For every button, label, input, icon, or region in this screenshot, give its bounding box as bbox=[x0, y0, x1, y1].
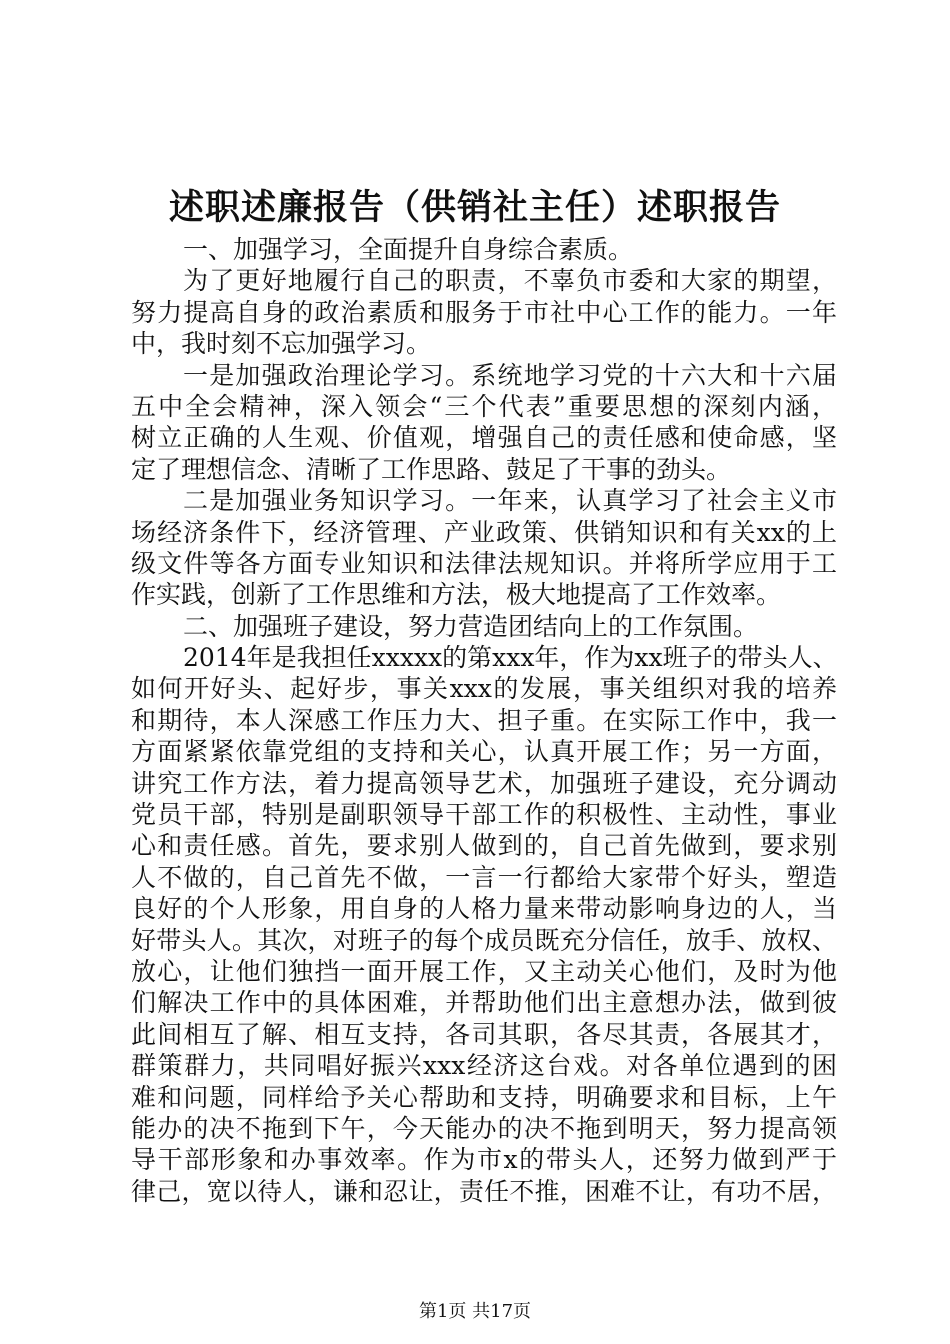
section-heading: 一、加强学习，全面提升自身综合素质。 bbox=[183, 235, 634, 264]
body-line: 们解决工作中的具体困难，并帮助他们出主意想办法，做到彼 bbox=[131, 988, 837, 1018]
page-number-footer: 第1页 共17页 bbox=[418, 1301, 532, 1322]
section-heading: 二、加强班子建设，努力营造团结向上的工作氛围。 bbox=[183, 611, 759, 641]
body-line: 放心，让他们独挡一面开展工作，又主动关心他们，及时为他 bbox=[131, 956, 837, 986]
body-line: 场经济条件下，经济管理、产业政策、供销知识和有关xx的上 bbox=[131, 517, 837, 547]
body-line: 人不做的，自己首先不做，一言一行都给大家带个好头，塑造 bbox=[131, 862, 837, 892]
body-line: 树立正确的人生观、价值观，增强自己的责任感和使命感，坚 bbox=[131, 423, 837, 453]
body-line: 二是加强业务知识学习。一年来，认真学习了社会主义市 bbox=[183, 486, 837, 516]
body-line: 心和责任感。首先，要求别人做到的，自己首先做到，要求别 bbox=[131, 831, 837, 861]
body-line: 一是加强政治理论学习。系统地学习党的十六大和十六届 bbox=[183, 360, 837, 390]
body-line: 努力提高自身的政治素质和服务于市社中心工作的能力。一年 bbox=[131, 297, 837, 327]
body-line: 讲究工作方法，着力提高领导艺术，加强班子建设，充分调动 bbox=[131, 768, 837, 798]
body-line: 五中全会精神，深入领会“三个代表”重要思想的深刻内涵， bbox=[131, 391, 837, 421]
body-line: 中，我时刻不忘加强学习。 bbox=[131, 329, 432, 359]
body-line: 导干部形象和办事效率。作为市x的带头人，还努力做到严于 bbox=[131, 1145, 837, 1175]
body-line: 作实践，创新了工作思维和方法，极大地提高了工作效率。 bbox=[131, 580, 782, 610]
body-line: 能办的决不拖到下午，今天能办的决不拖到明天，努力提高领 bbox=[131, 1113, 837, 1143]
body-line: 好带头人。其次，对班子的每个成员既充分信任，放手、放权、 bbox=[131, 925, 837, 955]
body-line: 此间相互了解、相互支持，各司其职，各尽其责，各展其才， bbox=[131, 1019, 837, 1049]
body-line: 群策群力，共同唱好振兴xxx经济这台戏。对各单位遇到的困 bbox=[131, 1051, 837, 1081]
body-line: 和期待，本人深感工作压力大、担子重。在实际工作中，我一 bbox=[131, 705, 837, 735]
body-line: 律己，宽以待人，谦和忍让，责任不推，困难不让，有功不居， bbox=[131, 1176, 837, 1206]
body-line: 难和问题，同样给予关心帮助和支持，明确要求和目标，上午 bbox=[131, 1082, 837, 1112]
document-title: 述职述廉报告（供销社主任）述职报告 bbox=[168, 187, 781, 228]
body-line: 定了理想信念、清晰了工作思路、鼓足了干事的劲头。 bbox=[131, 454, 732, 484]
body-line: 为了更好地履行自己的职责，不辜负市委和大家的期望， bbox=[183, 266, 837, 296]
body-line: 方面紧紧依靠党组的支持和关心，认真开展工作；另一方面， bbox=[131, 737, 837, 767]
document-body bbox=[131, 234, 837, 1207]
body-line: 党员干部，特别是副职领导干部工作的积极性、主动性，事业 bbox=[131, 800, 837, 830]
body-line: 2014年是我担任xxxxx的第xxx年，作为xx班子的带头人、 bbox=[183, 643, 838, 673]
body-line: 如何开好头、起好步，事关xxx的发展，事关组织对我的培养 bbox=[131, 674, 837, 704]
body-line: 良好的个人形象，用自身的人格力量来带动影响身边的人，当 bbox=[131, 894, 837, 924]
body-line: 级文件等各方面专业知识和法律法规知识。并将所学应用于工 bbox=[131, 548, 837, 578]
